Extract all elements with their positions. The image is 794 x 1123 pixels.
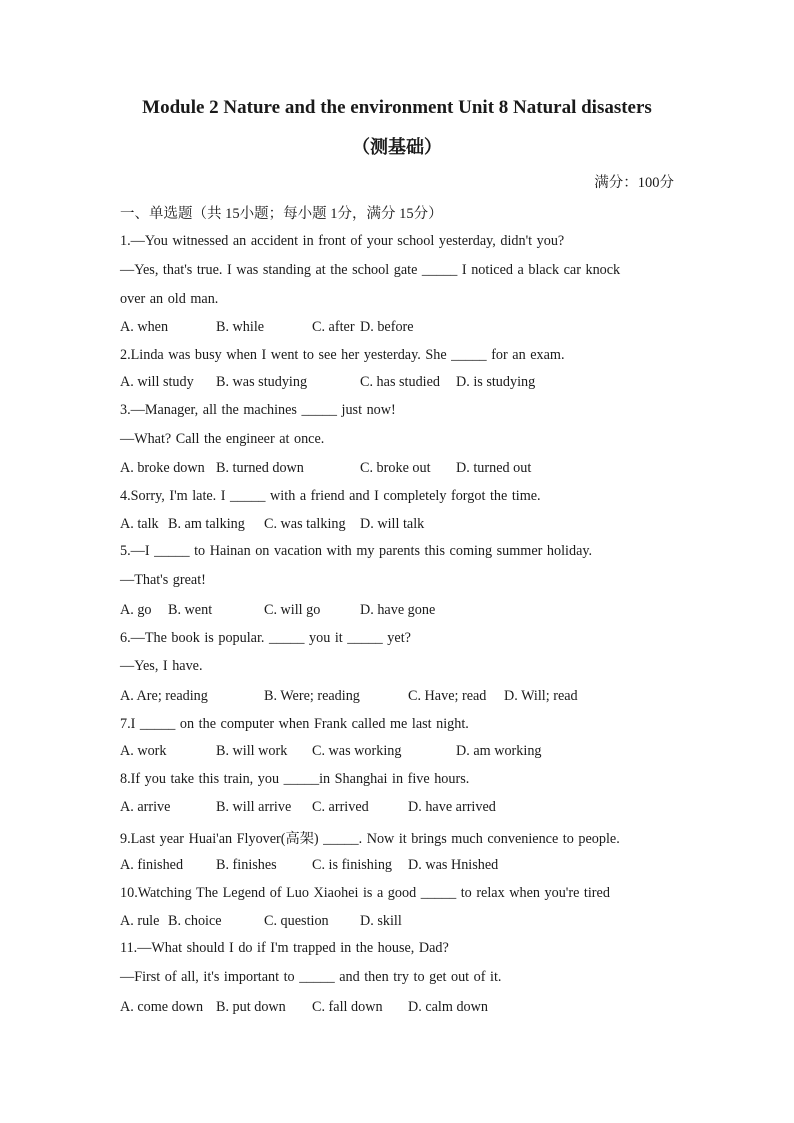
option-b: B. finishes xyxy=(216,857,277,873)
question-11-options xyxy=(120,999,680,1019)
option-a: A. talk xyxy=(120,516,159,532)
question-10-options xyxy=(120,913,680,933)
option-a: A. rule xyxy=(120,913,160,929)
option-d: D. have gone xyxy=(360,602,436,618)
question-11-line-1: 11.—What should I do if I'm trapped in the house, Dad? xyxy=(120,940,449,956)
option-c: C. will go xyxy=(264,602,321,618)
option-b: B. while xyxy=(216,319,265,335)
question-4-line-1: 4.Sorry, I'm late. I _____ with a friend and I completely forgot the time. xyxy=(120,488,541,504)
option-d: D. was Hnished xyxy=(408,857,499,873)
question-1-line-1: 1.—You witnessed an accident in front of your school yesterday, didn't you? xyxy=(120,233,565,249)
question-3-options xyxy=(120,460,680,480)
question-3-line-1: 3.—Manager, all the machines _____ just now! xyxy=(120,402,396,418)
document-subtitle: （测基础） xyxy=(352,137,442,157)
question-6-line-2: —Yes, I have. xyxy=(120,658,203,674)
option-d: D. turned out xyxy=(456,460,532,476)
document-title: Module 2 Nature and the environment Unit 8 Natural disasters xyxy=(142,97,652,118)
question-1-options xyxy=(120,319,680,339)
section-heading: 一、单选题（共 15小题；每小题 1分，满分 15分） xyxy=(120,206,443,222)
option-c: C. was talking xyxy=(264,516,346,532)
question-2-options xyxy=(120,374,680,394)
option-b: B. was studying xyxy=(216,374,308,390)
option-b: B. will work xyxy=(216,743,288,759)
question-5-line-1: 5.—I _____ to Hainan on vacation with my parents this coming summer holiday. xyxy=(120,543,593,559)
option-c: C. is finishing xyxy=(312,857,393,873)
option-c: C. after xyxy=(312,319,355,335)
option-a: A. arrive xyxy=(120,799,171,815)
option-a: A. go xyxy=(120,602,152,618)
option-c: C. Have; read xyxy=(408,688,487,704)
question-1-line-2: —Yes, that's true. I was standing at the school gate _____ I noticed a black car knock xyxy=(120,262,621,278)
option-d: D. before xyxy=(360,319,414,335)
option-b: B. Were; reading xyxy=(264,688,360,704)
option-d: D. am working xyxy=(456,743,542,759)
option-d: D. will talk xyxy=(360,516,425,532)
option-a: A. when xyxy=(120,319,169,335)
option-b: B. put down xyxy=(216,999,286,1015)
option-d: D. skill xyxy=(360,913,402,929)
question-3-line-2: —What? Call the engineer at once. xyxy=(120,431,325,447)
option-b: B. turned down xyxy=(216,460,304,476)
question-11-line-2: —First of all, it's important to _____ and then try to get out of it. xyxy=(120,969,502,985)
option-c: C. was working xyxy=(312,743,402,759)
option-c: C. fall down xyxy=(312,999,383,1015)
question-2-line-1: 2.Linda was busy when I went to see her yesterday. She _____ for an exam. xyxy=(120,347,565,363)
question-8-options xyxy=(120,799,680,819)
option-d: D. Will; read xyxy=(504,688,578,704)
option-c: C. broke out xyxy=(360,460,431,476)
option-c: C. arrived xyxy=(312,799,369,815)
question-4-options xyxy=(120,516,680,536)
option-a: A. finished xyxy=(120,857,184,873)
option-a: A. broke down xyxy=(120,460,205,476)
option-d: D. is studying xyxy=(456,374,536,390)
question-9-options xyxy=(120,857,680,877)
option-a: A. Are; reading xyxy=(120,688,208,704)
option-c: C. has studied xyxy=(360,374,440,390)
question-7-options xyxy=(120,743,680,763)
question-6-options xyxy=(120,688,680,708)
option-b: B. went xyxy=(168,602,213,618)
option-b: B. will arrive xyxy=(216,799,292,815)
option-c: C. question xyxy=(264,913,329,929)
question-1-line-3: over an old man. xyxy=(120,291,219,307)
question-5-line-2: —That's great! xyxy=(120,572,206,588)
option-a: A. come down xyxy=(120,999,204,1015)
option-d: D. have arrived xyxy=(408,799,496,815)
option-a: A. will study xyxy=(120,374,194,390)
option-b: B. am talking xyxy=(168,516,245,532)
question-10-line-1: 10.Watching The Legend of Luo Xiaohei is a good _____ to relax when you're tired xyxy=(120,885,610,901)
question-8-line-1: 8.If you take this train, you _____in Shanghai in five hours. xyxy=(120,771,470,787)
option-a: A. work xyxy=(120,743,167,759)
total-score: 满分：100分 xyxy=(594,175,674,191)
question-9-line-1: 9.Last year Huai'an Flyover(高架) _____. Now it brings much convenience to people. xyxy=(120,831,620,847)
option-b: B. choice xyxy=(168,913,222,929)
question-6-line-1: 6.—The book is popular. _____ you it _____ yet? xyxy=(120,630,411,646)
question-5-options xyxy=(120,602,680,622)
question-7-line-1: 7.I _____ on the computer when Frank called me last night. xyxy=(120,716,469,732)
option-d: D. calm down xyxy=(408,999,488,1015)
